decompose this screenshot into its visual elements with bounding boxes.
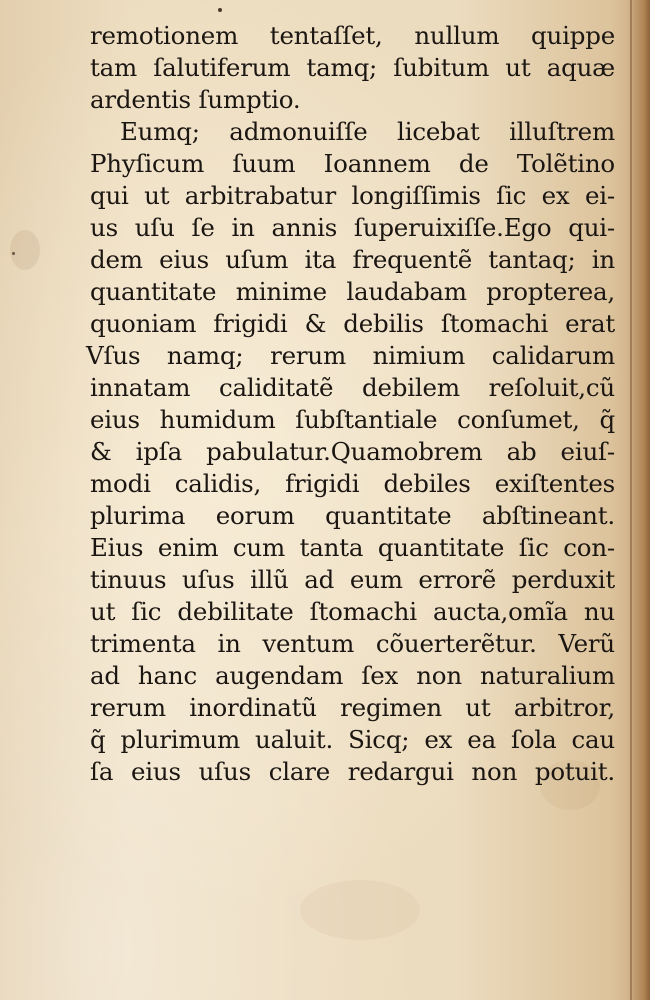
text-line: ſa eius uſus clare redargui non potuit.	[90, 757, 615, 786]
text-line: modi calidis, frigidi debiles exiſtentes	[90, 469, 615, 498]
text-line: plurima eorum quantitate abſtineant.	[90, 501, 615, 530]
text-line: remotionem tentaſſet, nullum quippe	[90, 21, 615, 50]
text-line: rerum inordinatũ regimen ut arbitror,	[90, 693, 615, 722]
text-line: dem eius uſum ita frequentẽ tantaq; in	[90, 245, 615, 274]
ink-speck	[12, 252, 15, 255]
text-line: Eumq; admonuiſſe licebat illuſtrem	[120, 117, 615, 146]
text-line: qui ut arbitrabatur longiſſimis ſic ex ei-	[90, 181, 615, 210]
text-line: tam ſalutiferum tamq; ſubitum ut aquæ	[90, 53, 615, 82]
text-line: eius humidum ſubſtantiale conſumet, q̃	[90, 405, 615, 434]
text-line: Phyſicum ſuum Ioannem de Tolẽtino	[90, 149, 615, 178]
text-line: quantitate minime laudabam propterea,	[90, 277, 615, 306]
text-line: innatam caliditatẽ debilem reſoluit,cũ	[90, 373, 615, 402]
text-line: Vſus namq; rerum nimium calidarum	[86, 341, 615, 370]
text-line: trimenta in ventum cõuerterẽtur. Verũ	[90, 629, 615, 658]
text-line: ad hanc augendam ſex non naturalium	[90, 661, 615, 690]
text-line: us uſu ſe in annis ſuperuixiſſe.Ego qui-	[90, 213, 615, 242]
ink-speck	[218, 8, 222, 12]
text-line: ardentis ſumptio.	[90, 85, 301, 114]
page-edge-line	[630, 0, 632, 1000]
body-text	[86, 20, 615, 788]
paper-stain	[10, 230, 40, 270]
text-line: quoniam frigidi & debilis ſtomachi erat	[90, 309, 615, 338]
text-line: Eius enim cum tanta quantitate ſic con-	[90, 533, 615, 562]
text-line: & ipſa pabulatur.Quamobrem ab eiuſ-	[90, 437, 615, 466]
text-line: ut ſic debilitate ſtomachi aucta,omĩa nu	[90, 597, 615, 626]
text-line: q̃ plurimum ualuit. Sicq; ex ea ſola cau	[90, 725, 615, 754]
text-line: tinuus uſus illũ ad eum errorẽ perduxit	[90, 565, 615, 594]
paper-stain	[300, 880, 420, 940]
